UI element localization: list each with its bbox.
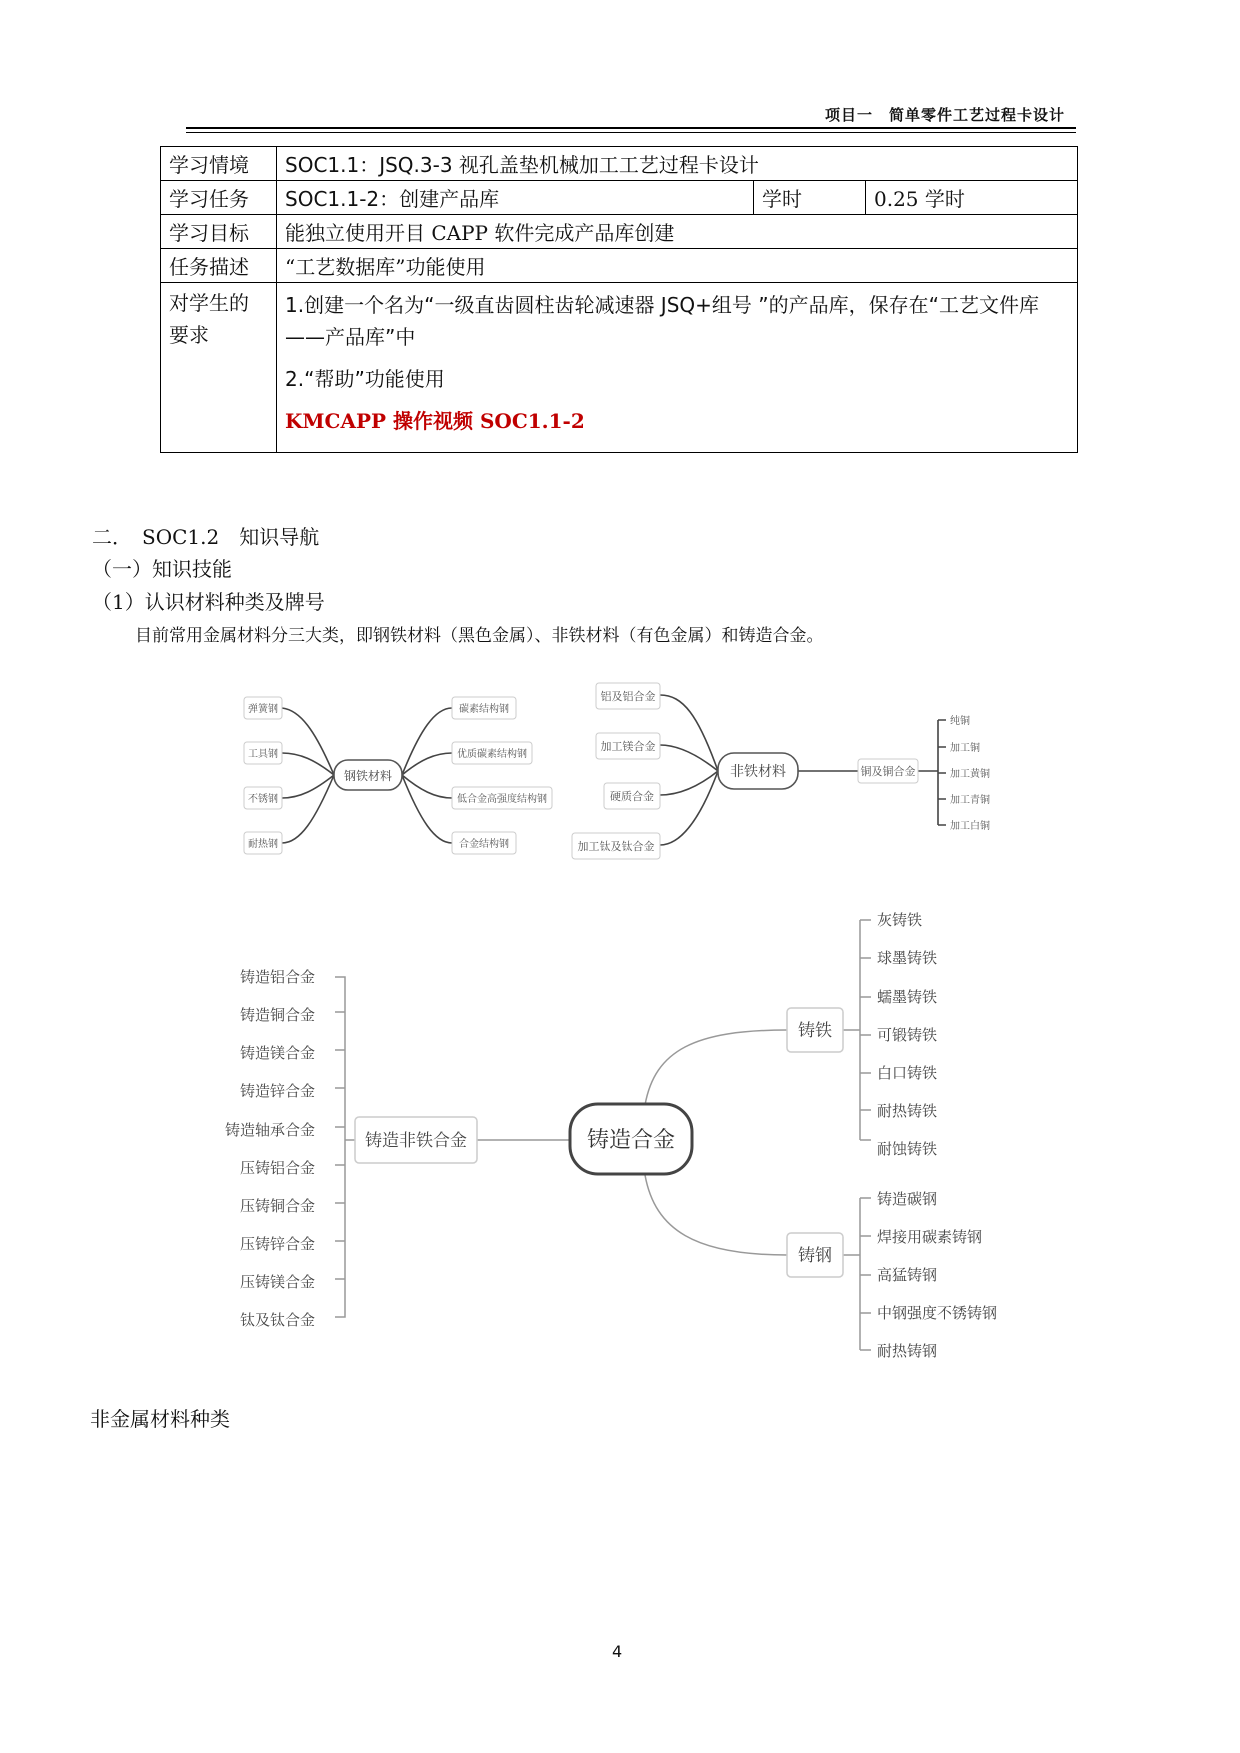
subsection-title-2: （1）认识材料种类及牌号 <box>92 590 325 614</box>
cast-steel-item: 焊接用碳素铸钢 <box>877 1228 983 1246</box>
table-value: SOC1.1：JSQ.3-3 视孔盖垫机械加工工艺过程卡设计 <box>277 147 1078 181</box>
cast-nonferrous-node: 铸造非铁合金 <box>365 1131 467 1151</box>
cast-iron-item: 球墨铸铁 <box>877 949 938 967</box>
steel-left-0: 弹簧钢 <box>248 704 278 715</box>
copper-item-1: 加工铜 <box>950 743 980 754</box>
cast-iron-item: 可锻铸铁 <box>877 1026 938 1044</box>
steel-right-1: 优质碳素结构钢 <box>457 749 527 760</box>
table-label: 任务描述 <box>161 249 277 283</box>
nonferrous-left-0: 铝及铝合金 <box>600 690 656 703</box>
nonferrous-center: 非铁材料 <box>730 764 786 780</box>
cast-nonferrous-item: 铸造锌合金 <box>239 1082 315 1100</box>
steel-left-3: 耐热钢 <box>248 839 278 850</box>
header-rule-thin <box>186 132 1076 133</box>
cast-steel-node: 铸钢 <box>798 1246 832 1266</box>
steel-right-0: 碳素结构钢 <box>459 704 509 715</box>
table-value: 能独立使用开目 CAPP 软件完成产品库创建 <box>277 215 1078 249</box>
requirement-2: 2.“帮助”功能使用 <box>285 367 445 391</box>
cast-nonferrous-item: 压铸镁合金 <box>239 1273 315 1291</box>
running-header: 项目一 简单零件工艺过程卡设计 <box>824 106 1065 124</box>
cast-nonferrous-item: 压铸铜合金 <box>239 1197 315 1215</box>
cast-nonferrous-item: 压铸铝合金 <box>239 1159 315 1177</box>
cast-nonferrous-item: 铸造铜合金 <box>239 1006 315 1024</box>
steel-center: 钢铁材料 <box>343 769 393 783</box>
steel-left-2: 不锈钢 <box>248 794 278 805</box>
cast-center-node: 铸造合金 <box>586 1128 676 1153</box>
page-number: 4 <box>612 1642 623 1661</box>
nonferrous-left-3: 加工钛及钛合金 <box>577 840 655 853</box>
cast-iron-item: 耐热铸铁 <box>877 1102 938 1120</box>
cast-steel-item: 铸造碳钢 <box>877 1190 938 1208</box>
table-value: SOC1.1-2：创建产品库 <box>277 181 754 215</box>
task-info-table <box>160 146 1078 453</box>
steel-left-1: 工具钢 <box>248 749 278 760</box>
cast-iron-item: 白口铸铁 <box>877 1064 938 1082</box>
nonferrous-left-1: 加工镁合金 <box>600 740 656 753</box>
table-value: “工艺数据库”功能使用 <box>277 249 1078 283</box>
steel-right-2: 低合金高强度结构钢 <box>457 794 547 805</box>
cast-iron-item: 耐蚀铸铁 <box>877 1140 938 1158</box>
nonmetal-heading: 非金属材料种类 <box>90 1407 230 1431</box>
cast-nonferrous-item: 钛及钛合金 <box>239 1311 315 1329</box>
cast-nonferrous-item: 铸造镁合金 <box>239 1044 315 1062</box>
cast-iron-item: 灰铸铁 <box>877 911 923 929</box>
cast-steel-item: 高猛铸钢 <box>877 1266 938 1284</box>
copper-item-3: 加工青铜 <box>950 795 990 806</box>
intro-paragraph: 目前常用金属材料分三大类，即钢铁材料（黑色金属）、非铁材料（有色金属）和铸造合金。 <box>135 626 824 646</box>
table-label: 学习情境 <box>161 147 277 181</box>
subsection-title: （一）知识技能 <box>92 557 232 581</box>
header-rule <box>186 127 1076 129</box>
cast-iron-node: 铸铁 <box>798 1021 832 1041</box>
copper-item-4: 加工白铜 <box>950 821 990 832</box>
nonferrous-left-2: 硬质合金 <box>610 790 654 803</box>
nonferrous-copper: 铜及铜合金 <box>860 765 916 778</box>
table-label: 学习目标 <box>161 215 277 249</box>
nonferrous-mindmap <box>568 675 1008 870</box>
cast-nonferrous-item: 压铸锌合金 <box>239 1235 315 1253</box>
copper-item-2: 加工黄铜 <box>950 769 990 780</box>
cast-nonferrous-item: 铸造轴承合金 <box>224 1121 315 1139</box>
section-title: 二． SOC1.2 知识导航 <box>92 525 320 549</box>
cast-iron-item: 蠕墨铸铁 <box>877 988 938 1006</box>
steel-right-3: 合金结构钢 <box>459 839 509 850</box>
hours-value: 0.25 学时 <box>866 181 1078 215</box>
video-link[interactable]: KMCAPP 操作视频 SOC1.1-2 <box>285 409 585 433</box>
copper-item-0: 纯铜 <box>950 716 970 727</box>
cast-steel-item: 中钢强度不锈铸钢 <box>877 1304 998 1322</box>
cast-steel-item: 耐热铸钢 <box>877 1342 938 1360</box>
table-label: 学习任务 <box>161 181 277 215</box>
cast-nonferrous-item: 铸造铝合金 <box>239 968 315 986</box>
requirement-1: 1.创建一个名为“一级直齿圆柱齿轮减速器 JSQ+组号 ”的产品库，保存在“工艺文件库——产品库”中 <box>285 293 1039 349</box>
cast-alloy-mindmap <box>215 900 1060 1380</box>
steel-mindmap <box>230 680 570 860</box>
table-label: 对学生的要求 <box>161 283 277 453</box>
hours-label: 学时 <box>754 181 866 215</box>
